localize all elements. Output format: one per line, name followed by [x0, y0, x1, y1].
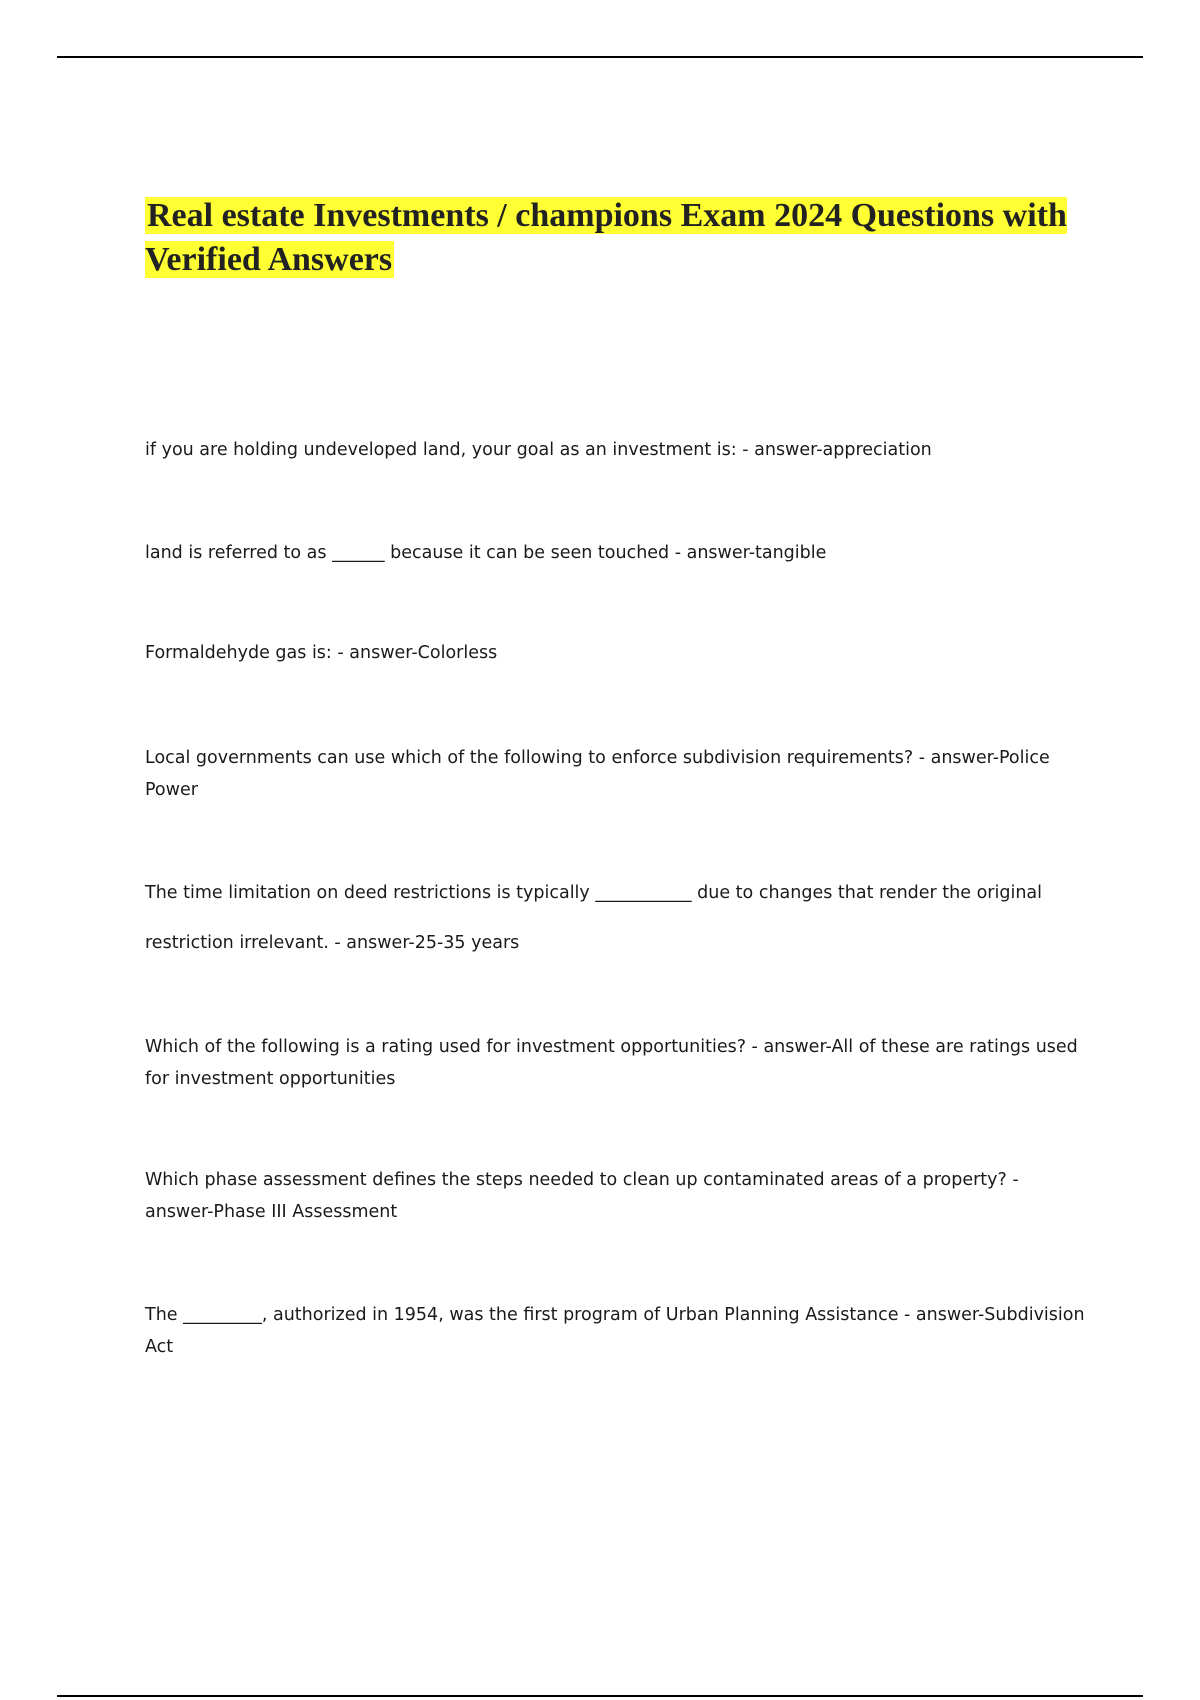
title-highlight: Real estate Investments / champions Exam 2024 Questions with Verified Answers [145, 197, 1067, 278]
document-title [145, 194, 1085, 282]
qa-item-8: The _________, authorized in 1954, was the first program of Urban Planning Assistance - answer-Subdivision Act [145, 1305, 1085, 1357]
qa-item-6: Which of the following is a rating used for investment opportunities? - answer-All of these are ratings used for investment opportunities [145, 1037, 1078, 1089]
qa-item-3: Formaldehyde gas is: - answer-Colorless [145, 643, 498, 663]
qa-item-7: Which phase assessment defines the steps needed to clean up contaminated areas of a property? - answer-Phase III Assessment [145, 1170, 1019, 1222]
qa-item-4: Local governments can use which of the following to enforce subdivision requirements? - answer-Police Power [145, 748, 1050, 800]
qa-item-2: land is referred to as ______ because it can be seen touched - answer-tangible [145, 543, 827, 563]
qa-item-5: The time limitation on deed restrictions is typically ___________ due to changes that render the original restriction irrelevant. - answer-25-35 years [145, 883, 1042, 953]
bottom-rule [57, 1695, 1143, 1697]
top-rule [57, 56, 1143, 58]
qa-item-1: if you are holding undeveloped land, your goal as an investment is: - answer-appreciation [145, 440, 932, 460]
